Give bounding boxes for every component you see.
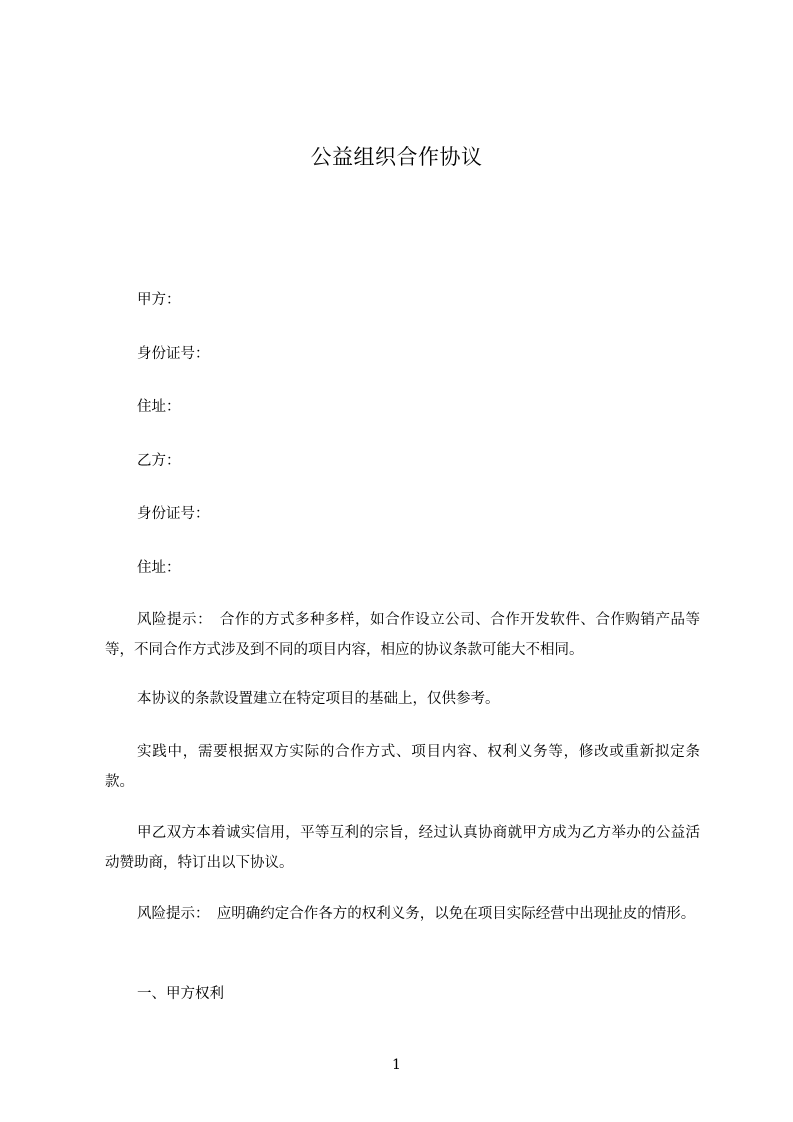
party-b-address-label: 住址： [137, 560, 181, 576]
party-a-address-label: 住址： [137, 399, 181, 415]
section-heading: 一、甲方权利 [137, 986, 224, 1002]
agreement-purpose-paragraph: 甲乙双方本着诚实信用，平等互利的宗旨，经过认真协商就甲方成为乙方举办的公益活动赞助商，特订出以下协议。 [105, 825, 700, 871]
party-a-id-label: 身份证号： [137, 346, 210, 362]
risk-notice-paragraph-2: 风险提示： 应明确约定合作各方的权利义务，以免在项目实际经营中出现扯皮的情形。 [137, 906, 696, 922]
page-number: 1 [392, 1057, 401, 1073]
practice-note-paragraph: 实践中，需要根据双方实际的合作方式、项目内容、权利义务等，修改或重新拟定条款。 [105, 744, 700, 790]
risk-notice-paragraph-1: 风险提示： 合作的方式多种多样，如合作设立公司、合作开发软件、合作购销产品等等，不同合作方式涉及到不同的项目内容，相应的协议条款可能大不相同。 [105, 612, 700, 658]
party-b-label: 乙方： [137, 453, 181, 469]
party-a-label: 甲方： [137, 292, 181, 308]
document-title: 公益组织合作协议 [310, 145, 483, 169]
party-b-id-label: 身份证号： [137, 506, 210, 522]
reference-note-paragraph: 本协议的条款设置建立在特定项目的基础上，仅供参考。 [137, 691, 500, 707]
